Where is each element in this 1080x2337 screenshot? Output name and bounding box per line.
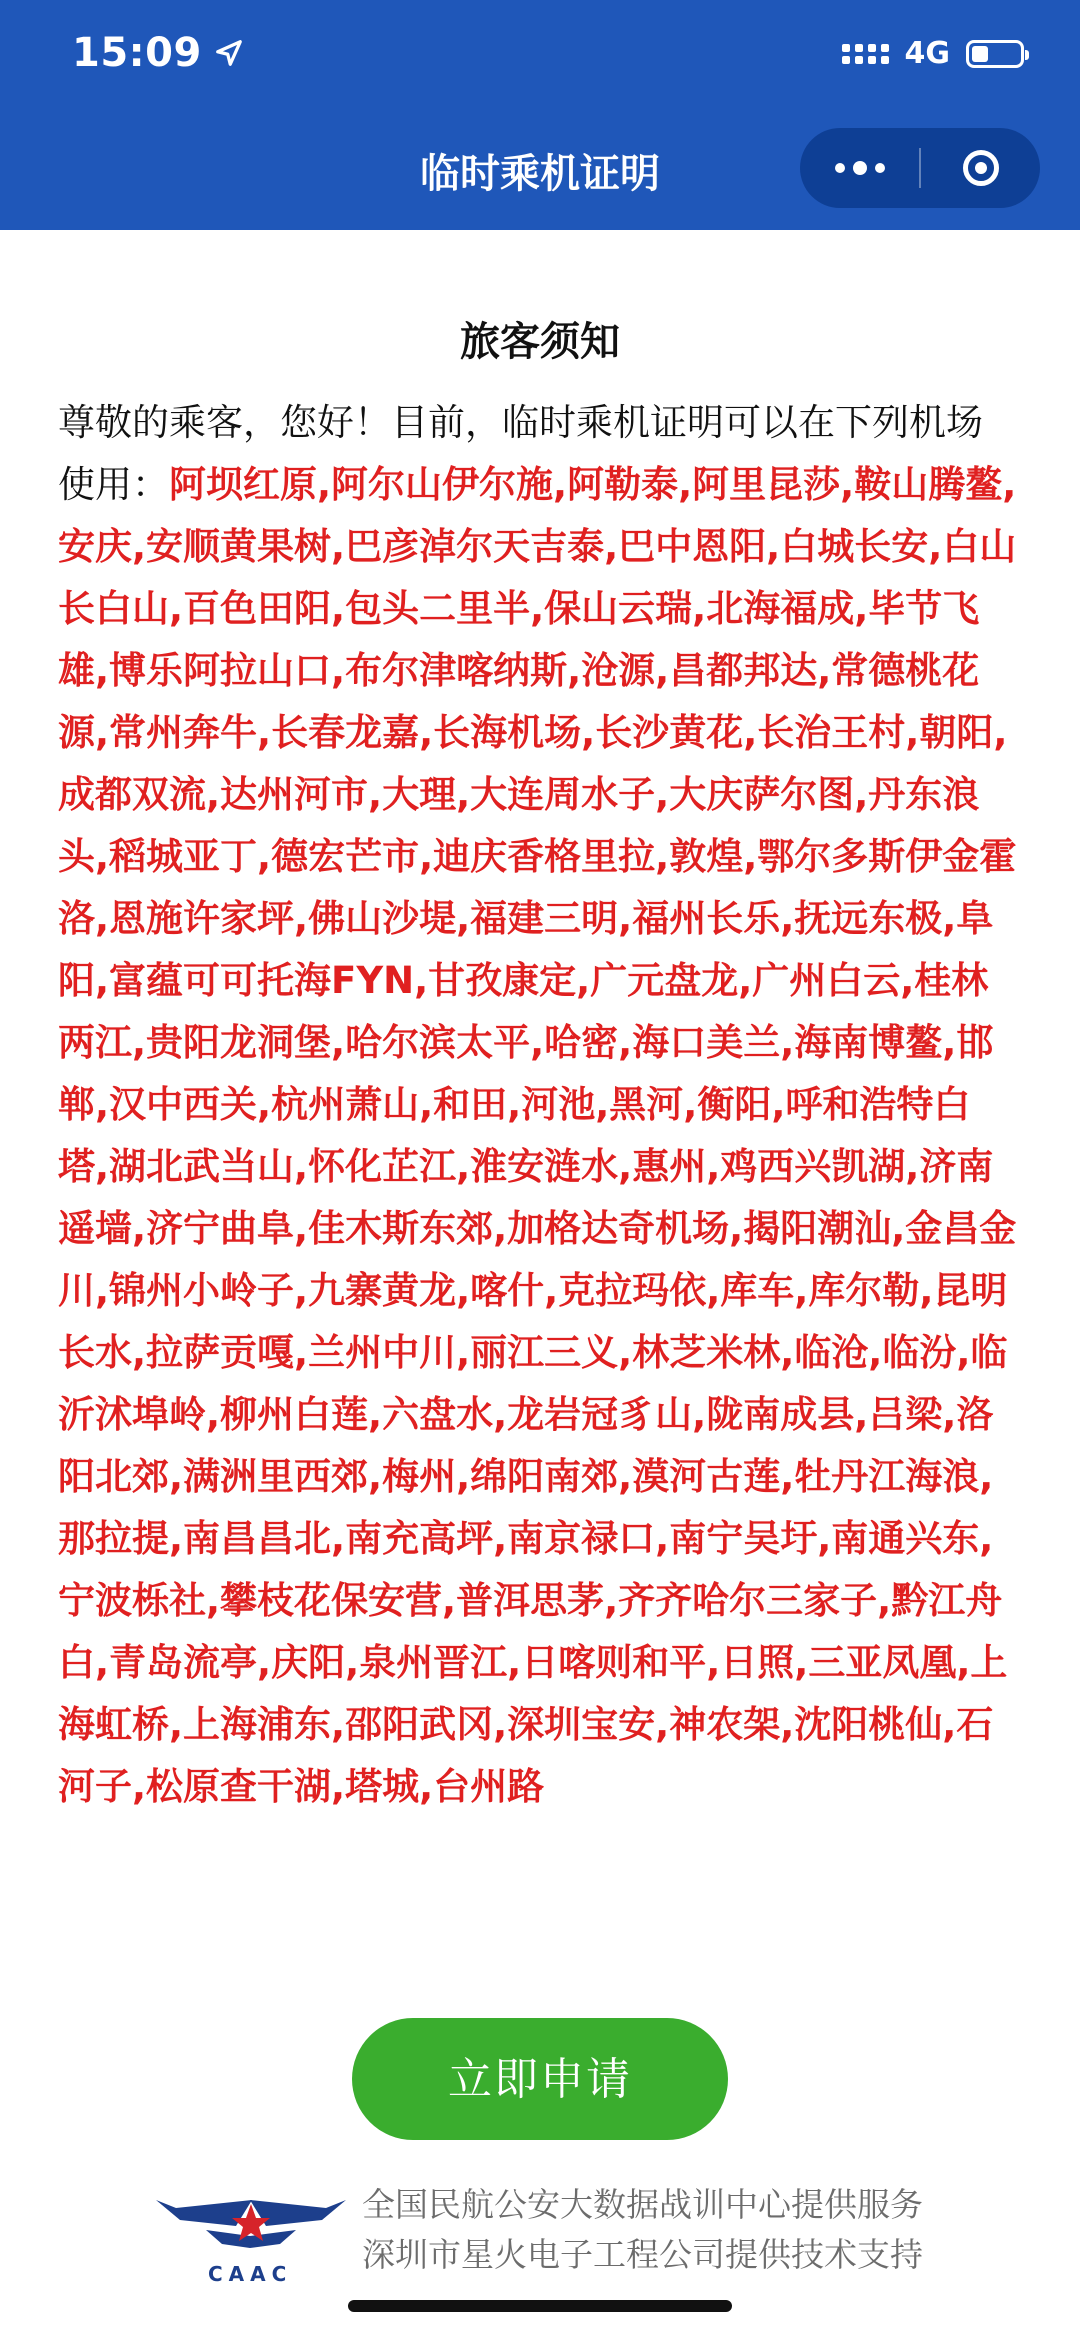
page-title: 临时乘机证明 [420,151,660,197]
apply-button[interactable]: 立即申请 [352,2018,728,2140]
footer-line-service: 全国民航公安大数据战训中心提供服务 [362,2185,923,2224]
footer-line-support: 深圳市星火电子工程公司提供技术支持 [362,2235,923,2274]
status-time-group [72,30,244,76]
miniprogram-capsule [800,128,1040,208]
close-miniprogram-button[interactable] [921,128,1040,208]
notice-title: 旅客须知 [460,319,620,365]
notice-intro: 尊敬的乘客，您好！目前，临时乘机证明可以在下列机场使用： [58,401,983,506]
close-miniprogram-icon [963,150,999,186]
signal-dots-icon [842,44,889,64]
airport-list: 阿坝红原,阿尔山伊尔施,阿勒泰,阿里昆莎,鞍山腾鳌,安庆,安顺黄果树,巴彦淖尔天吉泰,巴中恩阳,白城长安,白山长白山,百色田阳,包头二里半,保山云瑞,北海福成,毕节飞雄,博乐阿拉山口,布尔津喀纳斯,沧源,昌都邦达,常德桃花源,常州奔牛,长春龙嘉,长海机场,长沙黄花,长治王村,朝阳,成都双流,达州河市,大理,大连周水子,大庆萨尔图,丹东浪头,稻城亚丁,德宏芒市,迪庆香格里拉,敦煌,鄂尔多斯伊金霍洛,恩施许家坪,佛山沙堤,福建三明,福州长乐,抚远东极,阜阳,富蕴可可托海FYN,甘孜康定,广元盘龙,广州白云,桂林两江,贵阳龙洞堡,哈尔滨太平,哈密,海口美兰,海南博鳌,邯郸,汉中西关,杭州萧山,和田,河池,黑河,衡阳,呼和浩特白塔,湖北武当山,怀化芷江,淮安涟水,惠州,鸡西兴凯湖,济南遥墙,济宁曲阜,佳木斯东郊,加格达奇机场,揭阳潮汕,金昌金川,锦州小岭子,九寨黄龙,喀什,克拉玛依,库车,库尔勒,昆明长水,拉萨贡嘎,兰州中川,丽江三义,林芝米林,临沧,临汾,临沂沭埠岭,柳州白莲,六盘水,龙岩冠豸山,陇南成县,吕梁,洛阳北郊,满洲里西郊,梅州,绵阳南郊,漠河古莲,牡丹江海浪,那拉提,南昌昌北,南充高坪,南京禄口,南宁吴圩,南通兴东,宁波栎社,攀枝花保安营,普洱思茅,齐齐哈尔三家子,黔江舟白,青岛流亭,庆阳,泉州晋江,日喀则和平,日照,三亚凤凰,上海虹桥,上海浦东,邵阳武冈,深圳宝安,神农架,沈阳桃仙,石河子,松原查干湖,塔城,台州路 [58,463,1017,1808]
footer [146,2180,1006,2300]
battery-icon [966,40,1024,68]
notice-body [58,392,1018,1880]
network-type: 4G [904,36,950,71]
footer-text [362,2180,923,2280]
more-button[interactable] [800,128,919,208]
status-time: 15:09 [72,30,202,76]
location-arrow-icon [214,38,244,68]
home-indicator[interactable] [348,2300,732,2312]
status-indicators [842,36,1025,71]
caac-logo-text: CAAC [208,2262,293,2286]
more-dots-icon [835,161,885,175]
top-bar [0,0,1080,230]
